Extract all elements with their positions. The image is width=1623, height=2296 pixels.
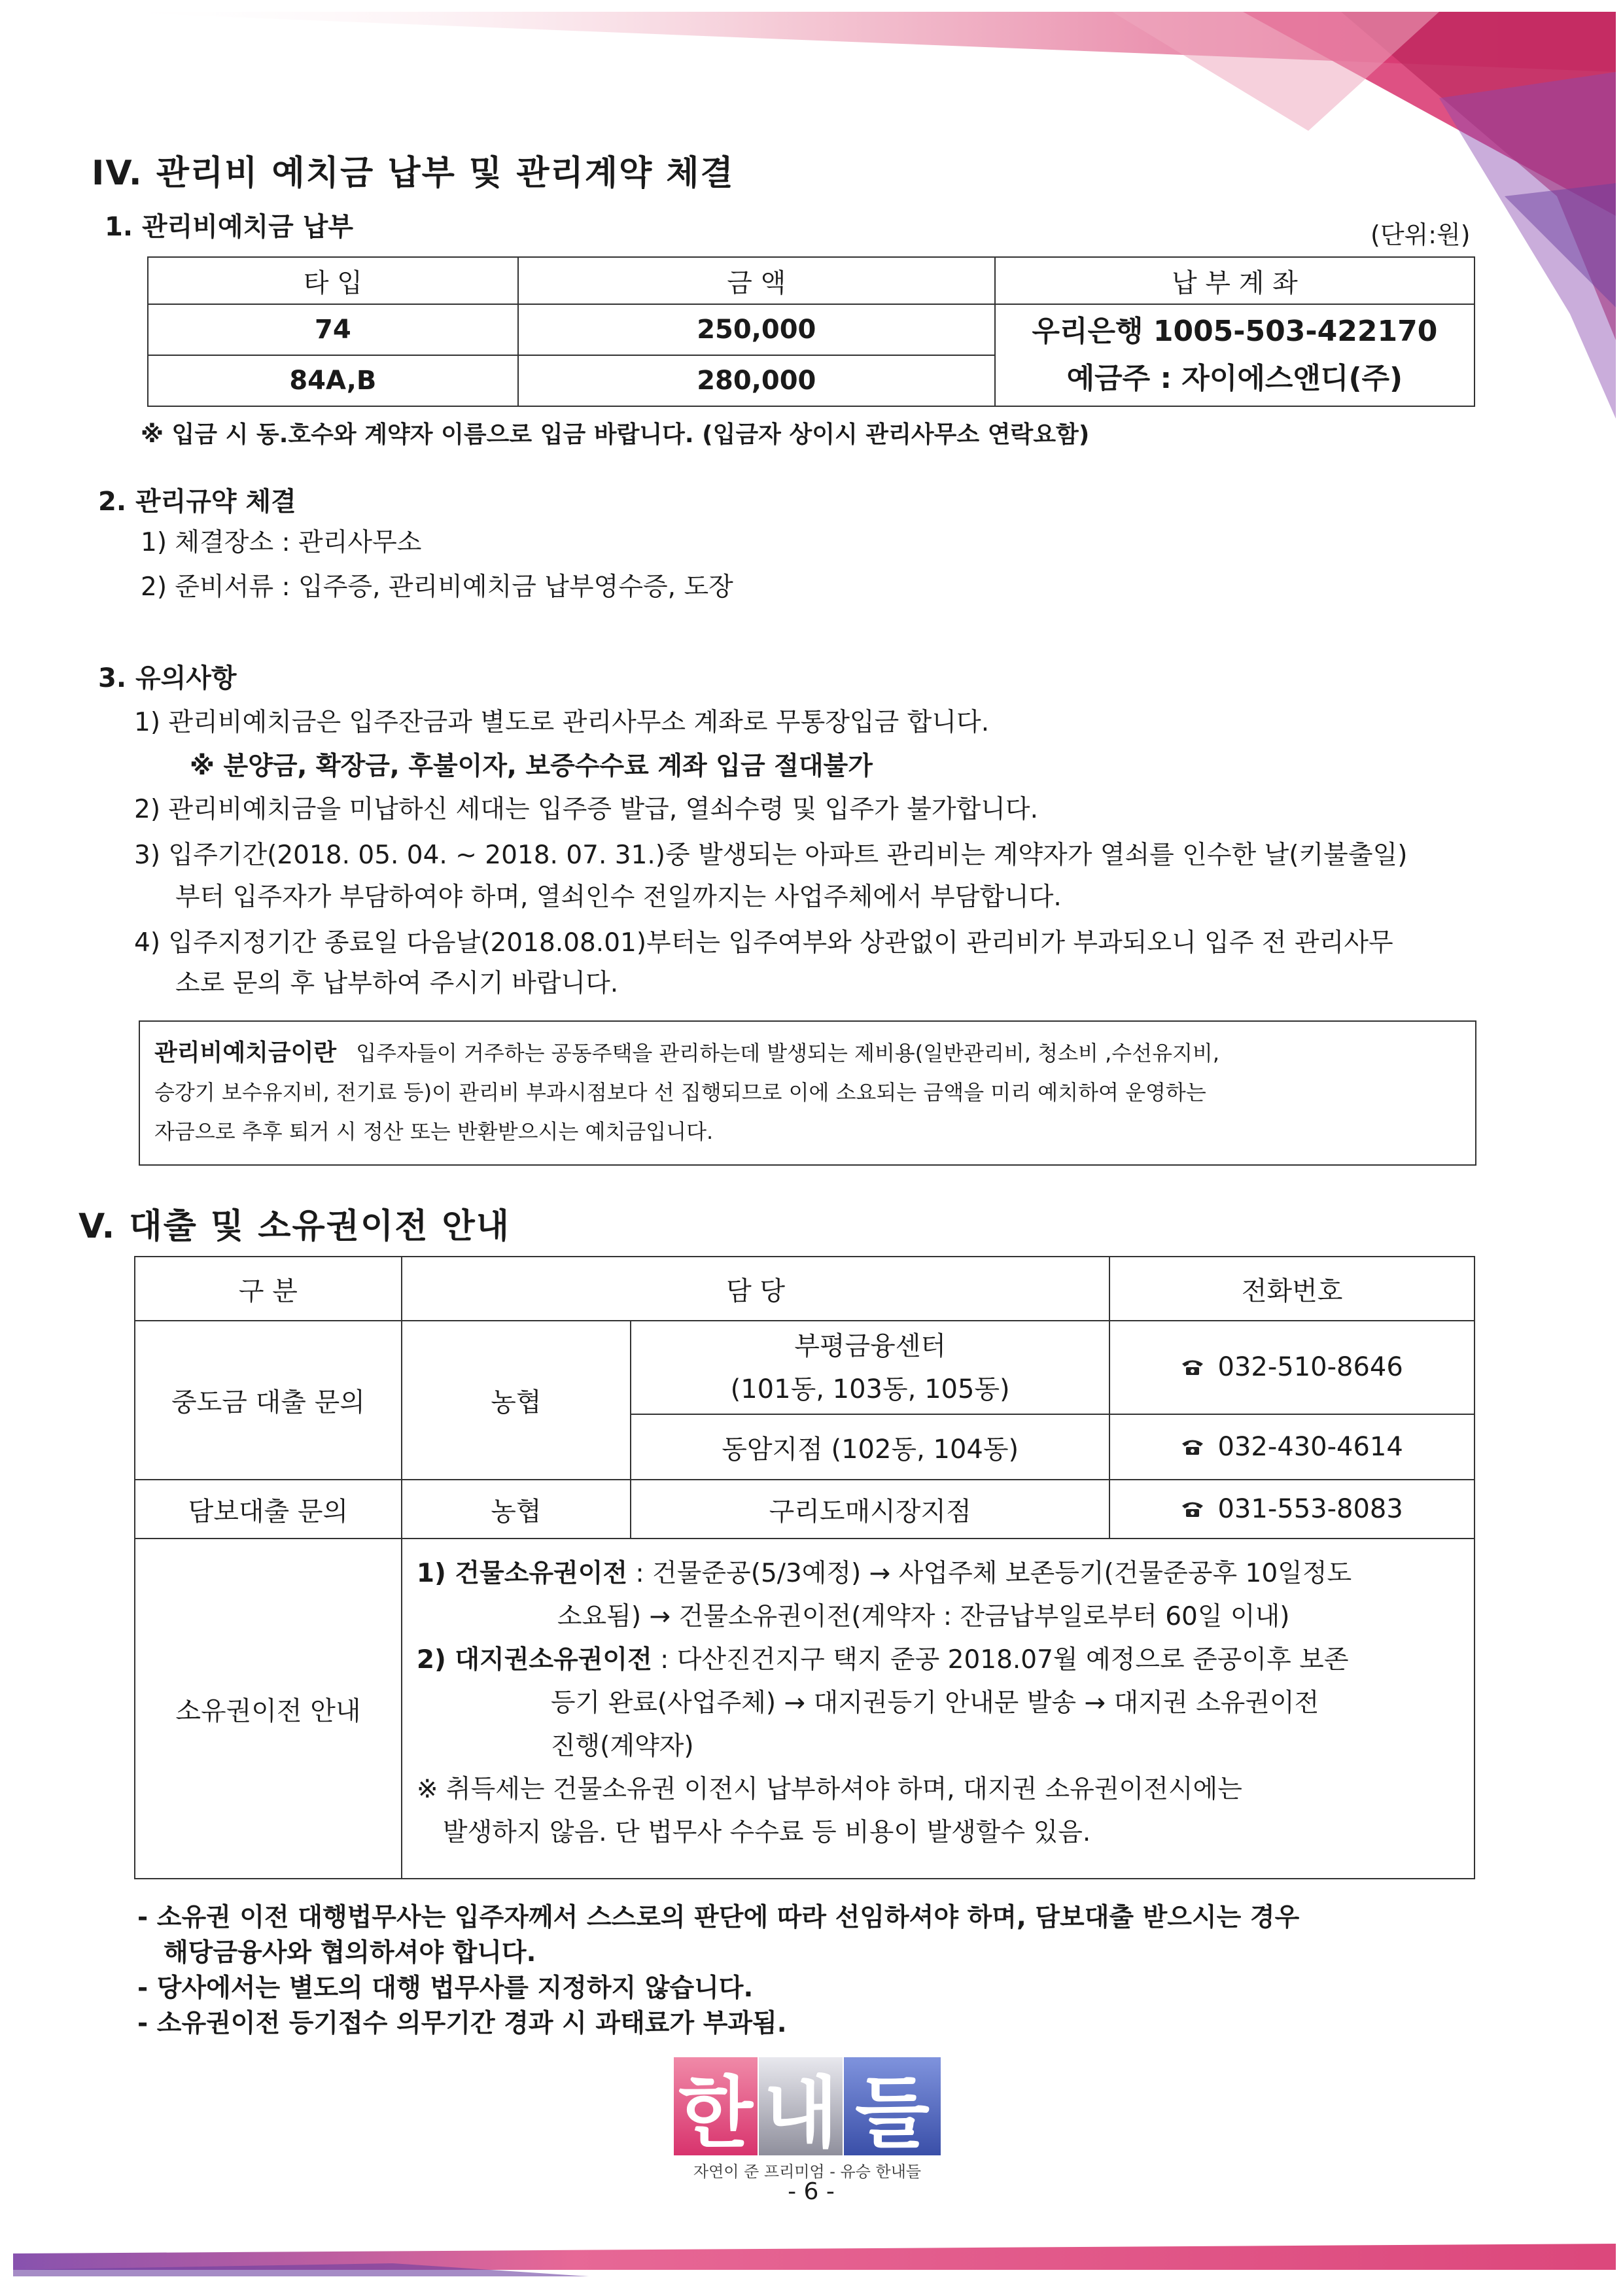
secured-loan-label: 담보대출 문의 xyxy=(135,1480,402,1539)
land-transfer-line1: : 다산진건지구 택지 준공 2018.07월 예정으로 준공이후 보존 xyxy=(660,1645,1349,1675)
table-row xyxy=(135,1539,1475,1879)
type-cell: 84A,B xyxy=(148,355,518,406)
building-transfer-title: 1) 건물소유권이전 xyxy=(416,1559,628,1588)
account-cell xyxy=(995,304,1475,406)
telephone-icon xyxy=(1181,1438,1204,1456)
deposit-table xyxy=(147,256,1475,407)
telephone-icon xyxy=(1181,1500,1204,1518)
subsection-deposit-title: 1. 관리비예치금 납부 xyxy=(105,212,353,242)
section-4-title: IV. 관리비 예치금 납부 및 관리계약 체결 xyxy=(92,154,735,193)
notice-item-2: 2) 관리비예치금을 미납하신 세대는 입주증 발급, 열쇠수령 및 입주가 불가합니다. xyxy=(134,795,1038,824)
logo-char: 들 xyxy=(844,2057,941,2155)
page-number: - 6 - xyxy=(788,2178,835,2205)
tax-note-line2: 발생하지 않음. 단 법무사 수수료 등 비용이 발생할수 있음. xyxy=(442,1818,1091,1847)
notes-line1: - 소유권 이전 대행법무사는 입주자께서 스스로의 판단에 따라 선임하셔야 하며, 담보대출 받으시는 경우 xyxy=(137,1903,1300,1932)
header-amount: 금 액 xyxy=(518,257,995,304)
notes-line4: - 소유권이전 등기접수 의무기간 경과 시 과태료가 부과됨. xyxy=(137,2009,787,2038)
building-transfer-line2: 소요됨) → 건물소유권이전(계약자 : 잔금납부일로부터 60일 이내) xyxy=(557,1602,1290,1631)
account-number: 우리은행 1005-503-422170 xyxy=(1032,315,1438,348)
notice-item-3-line1: 3) 입주기간(2018. 05. 04. ~ 2018. 07. 31.)중 발생되는 아파트 관리비는 계약자가 열쇠를 인수한 날(키불출일) xyxy=(134,841,1408,870)
definition-line1: 입주자들이 거주하는 공동주택을 관리하는데 발생되는 제비용(일반관리비, 청소비 ,수선유지비, xyxy=(356,1041,1219,1066)
mid-loan-branch2: 동암지점 (102동, 104동) xyxy=(631,1414,1109,1480)
amount-cell: 250,000 xyxy=(518,304,995,355)
header-account: 납 부 계 좌 xyxy=(995,257,1475,304)
notice-item-4-line1: 4) 입주지정기간 종료일 다음날(2018.08.01)부터는 입주여부와 상관없이 관리비가 부과되오니 입주 전 관리사무 xyxy=(134,928,1393,958)
definition-line2: 승강기 보수유지비, 전기료 등)이 관리비 부과시점보다 선 집행되므로 이에 소요되는 금액을 미리 예치하여 운영하는 xyxy=(154,1080,1206,1105)
mid-loan-phone1-cell xyxy=(1109,1321,1475,1414)
notes-line3: - 당사에서는 별도의 대행 법무사를 지정하지 않습니다. xyxy=(137,1974,754,2003)
mid-loan-label: 중도금 대출 문의 xyxy=(135,1321,402,1480)
account-holder: 예금주 : 자이에스앤디(주) xyxy=(1066,362,1403,395)
subsection-notice-title: 3. 유의사항 xyxy=(98,663,237,693)
header-type: 타 입 xyxy=(148,257,518,304)
logo-char: 내 xyxy=(759,2057,843,2155)
ownership-content xyxy=(402,1539,1475,1879)
definition-term: 관리비예치금이란 xyxy=(154,1039,337,1066)
brand-slogan: 자연이 준 프리미엄 - 유승 한내들 xyxy=(693,2163,922,2181)
subsection-rules-title: 2. 관리규약 체결 xyxy=(98,487,296,517)
notice-item-3-line2: 부터 입주자가 부담하여야 하며, 열쇠인수 전일까지는 사업주체에서 부담합니다. xyxy=(175,882,1062,912)
table-row xyxy=(135,1321,1475,1414)
notice-warning: ※ 분양금, 확장금, 후불이자, 보증수수료 계좌 입금 절대불가 xyxy=(190,752,873,781)
rules-item-place: 1) 체결장소 : 관리사무소 xyxy=(141,528,422,557)
amount-cell: 280,000 xyxy=(518,355,995,406)
telephone-icon xyxy=(1181,1358,1204,1376)
tax-note-line1: ※ 취득세는 건물소유권 이전시 납부하셔야 하며, 대지권 소유권이전시에는 xyxy=(416,1775,1242,1804)
land-transfer-line2: 등기 완료(사업주체) → 대지권등기 안내문 발송 → 대지권 소유권이전 xyxy=(550,1688,1319,1718)
definition-box xyxy=(139,1020,1476,1166)
type-cell: 74 xyxy=(148,304,518,355)
ownership-label: 소유권이전 안내 xyxy=(135,1539,402,1879)
notes-line2: 해당금융사와 협의하셔야 합니다. xyxy=(164,1938,536,1968)
secured-loan-phone-cell xyxy=(1109,1480,1475,1539)
notice-item-4-line2: 소로 문의 후 납부하여 주시기 바랍니다. xyxy=(175,969,619,998)
section-5-title: V. 대출 및 소유권이전 안내 xyxy=(79,1207,511,1246)
building-transfer-line1: : 건물준공(5/3예정) → 사업주체 보존등기(건물준공후 10일정도 xyxy=(635,1559,1352,1588)
rules-item-documents: 2) 준비서류 : 입주증, 관리비예치금 납부영수증, 도장 xyxy=(141,572,733,602)
unit-label: (단위:원) xyxy=(1370,220,1471,249)
secured-loan-bank: 농협 xyxy=(402,1480,631,1539)
header-phone: 전화번호 xyxy=(1109,1257,1475,1321)
notice-item-1: 1) 관리비예치금은 입주잔금과 별도로 관리사무소 계좌로 무통장입금 합니다. xyxy=(134,708,990,737)
logo-char: 한 xyxy=(674,2057,758,2155)
mid-loan-branch1 xyxy=(631,1321,1109,1414)
table-row xyxy=(148,304,1475,355)
land-transfer-line3: 진행(계약자) xyxy=(550,1731,694,1761)
mid-loan-phone2-cell xyxy=(1109,1414,1475,1480)
table-row xyxy=(135,1480,1475,1539)
branch1-buildings: (101동, 103동, 105동) xyxy=(730,1374,1010,1404)
branch1-name: 부평금융센터 xyxy=(794,1331,947,1361)
header-category: 구 분 xyxy=(135,1257,402,1321)
header-contact: 담 당 xyxy=(402,1257,1109,1321)
mid-loan-bank: 농협 xyxy=(402,1321,631,1480)
secured-loan-branch: 구리도매시장지점 xyxy=(631,1480,1109,1539)
deposit-note: ※ 입금 시 동.호수와 계약자 이름으로 입금 바랍니다. (입금자 상이시 관리사무소 연락요함) xyxy=(141,421,1090,448)
phone-number: 032-510-8646 xyxy=(1217,1352,1403,1382)
loan-table xyxy=(134,1256,1475,1879)
land-transfer-title: 2) 대지권소유권이전 xyxy=(416,1645,652,1675)
phone-number: 032-430-4614 xyxy=(1217,1431,1403,1462)
definition-line3: 자금으로 추후 퇴거 시 정산 또는 반환받으시는 예치금입니다. xyxy=(154,1119,714,1144)
phone-number: 031-553-8083 xyxy=(1217,1493,1403,1524)
